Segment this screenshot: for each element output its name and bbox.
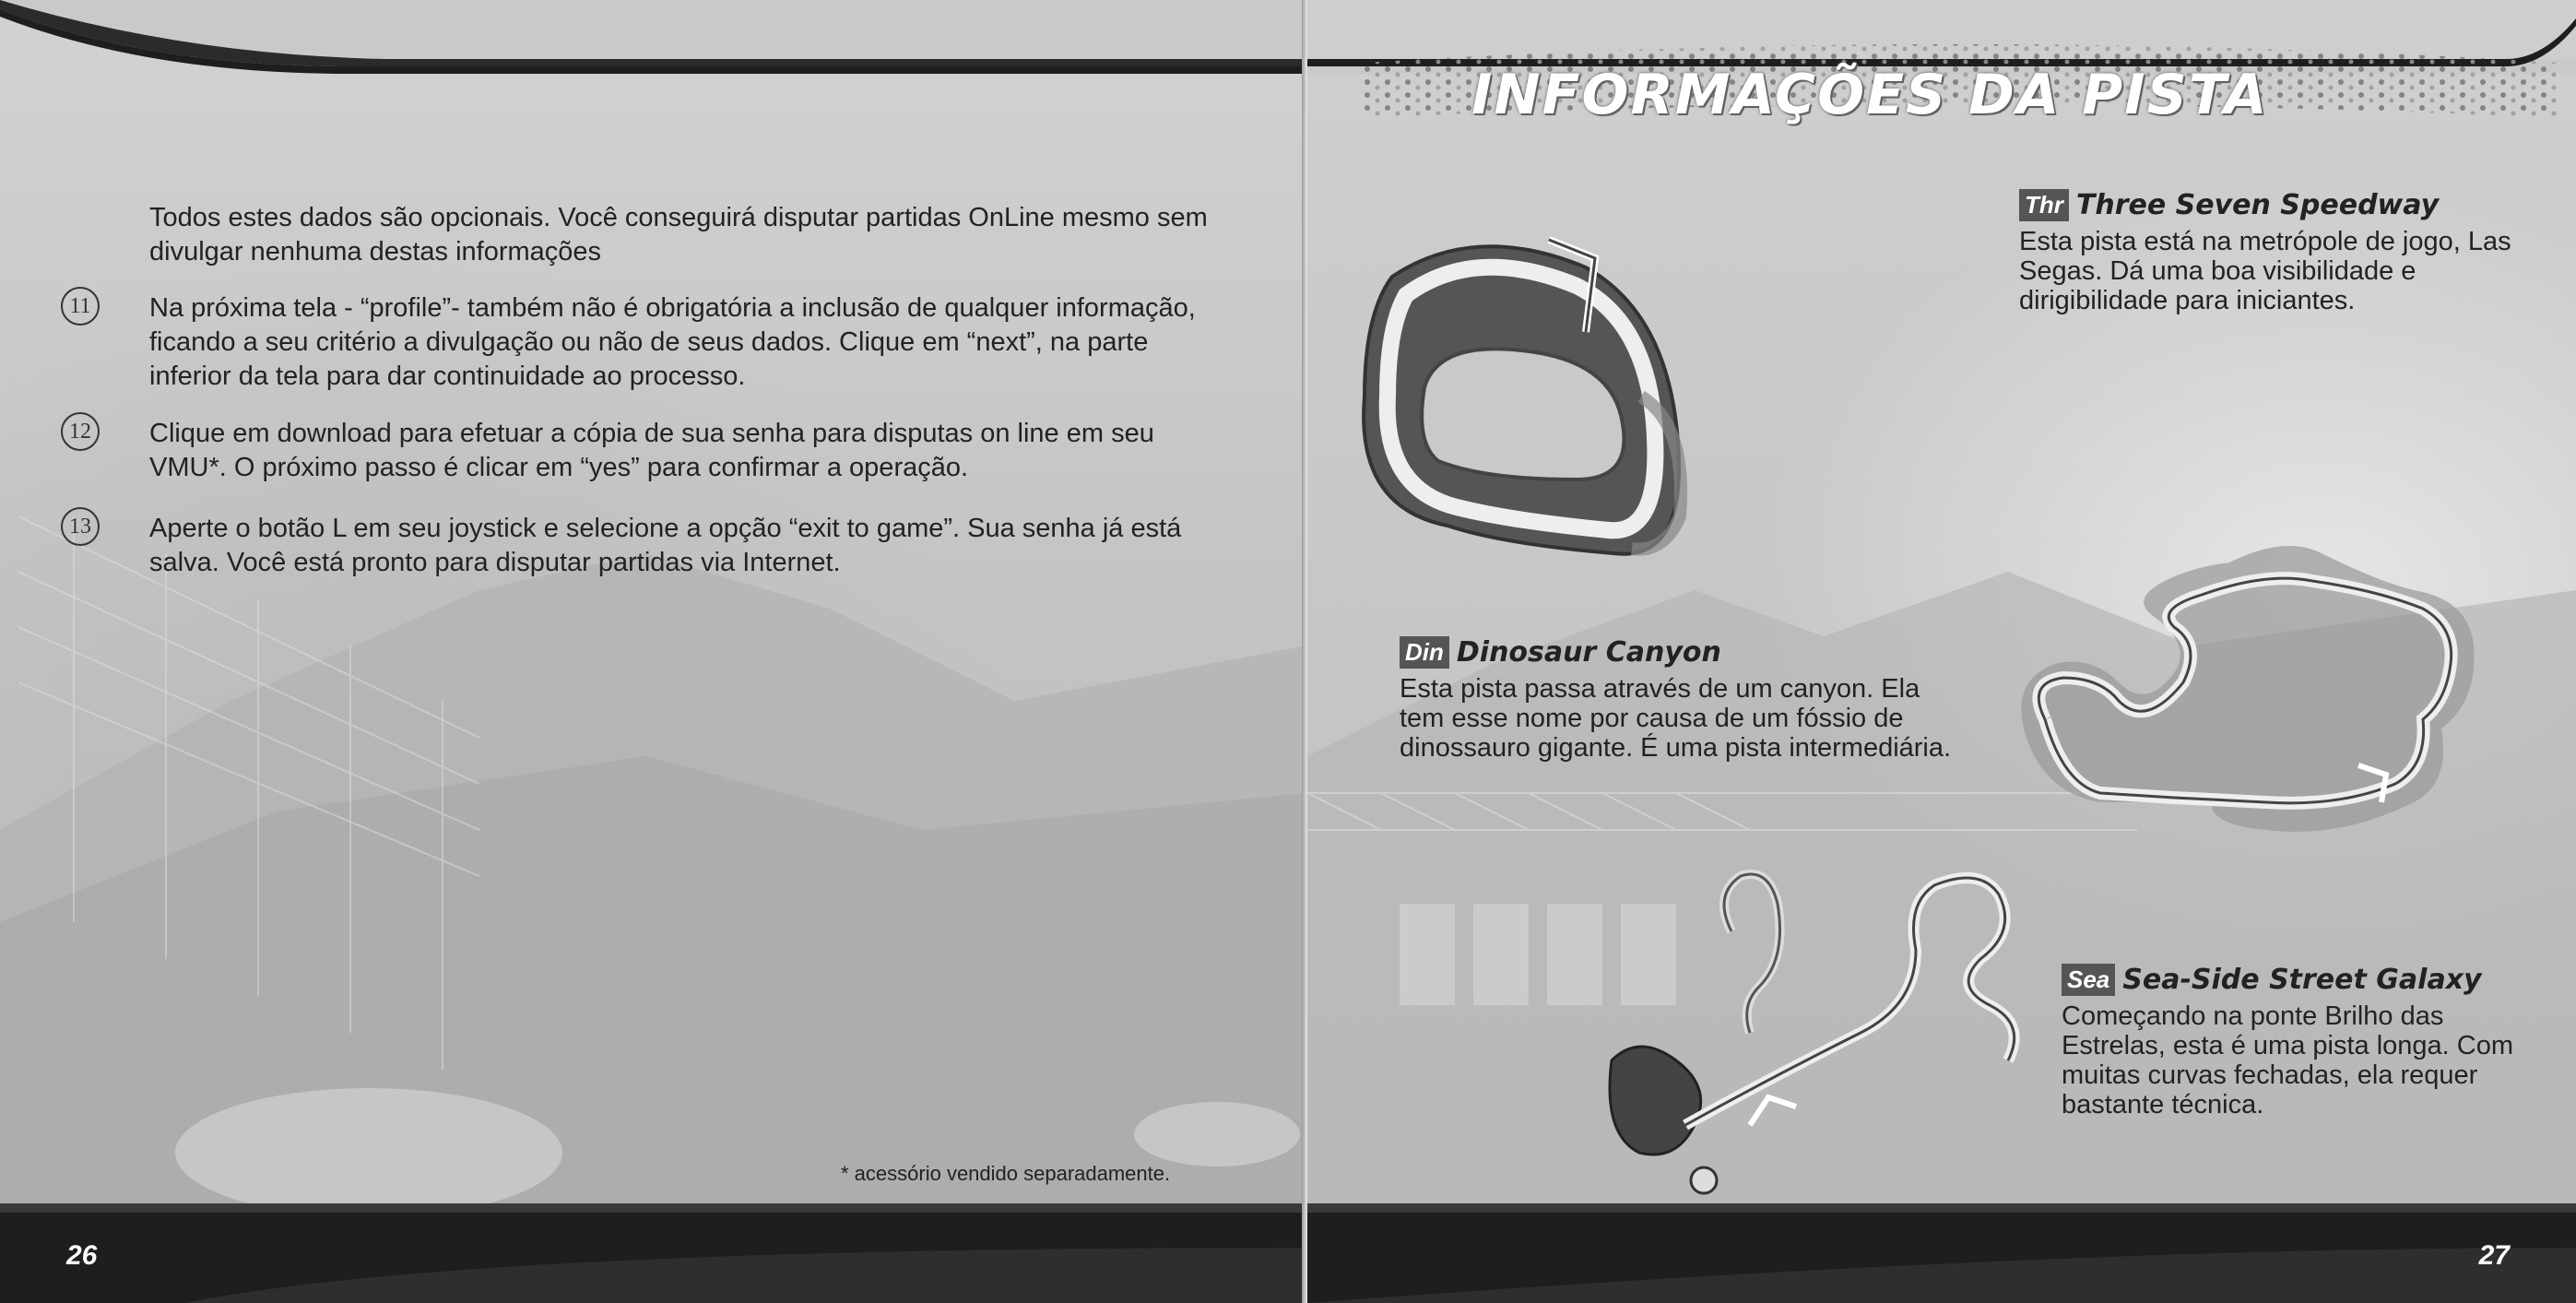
step-number-11: 11 [61, 287, 100, 326]
footnote: * acessório vendido separadamente. [841, 1162, 1171, 1185]
step-11-paragraph [149, 291, 1210, 394]
track-description: Esta pista está na metrópole de jogo, Las Segas. Dá uma boa visibilidade e dirigibilidade para iniciantes. [2019, 227, 2511, 315]
page-title: INFORMAÇÕES DA PISTA [1471, 63, 2269, 127]
page-number: 26 [66, 1240, 98, 1271]
step-11-text: Na próxima tela - “profile”- também não é obrigatória a inclusão de qualquer informação, ficando a seu critério a divulgação ou não de seus dados. Clique em “next”, na parte inferior da tela para dar continuidade ao processo. [149, 293, 1196, 391]
page-number: 27 [2478, 1240, 2510, 1271]
track-name: Three Seven Speedway [2075, 189, 2440, 221]
track-name: Dinosaur Canyon [1456, 636, 1721, 669]
bottom-swoosh-bar [0, 1192, 1307, 1303]
track-header [1400, 636, 1971, 669]
right-page [1307, 0, 2576, 1303]
step-number-13: 13 [61, 507, 100, 546]
track-header [2062, 964, 2541, 996]
track-name: Sea-Side Street Galaxy [2122, 964, 2482, 996]
step-12-text: Clique em download para efetuar a cópia de sua senha para disputas on line em seu VMU*. O próximo passo é clicar em “yes” para confirmar a operação. [149, 419, 1154, 482]
step-12-paragraph [149, 417, 1210, 485]
track-header [2019, 189, 2535, 221]
track-description: Começando na ponte Brilho das Estrelas, esta é uma pista longa. Com muitas curvas fechadas, ela requer bastante técnica. [2062, 1001, 2514, 1119]
track-sea-side-street-galaxy [2062, 964, 2541, 1119]
track-tag: Sea [2062, 964, 2115, 996]
title-banner [1363, 26, 2561, 127]
top-swoosh-bar [0, 0, 1307, 74]
track-tag: Din [1400, 636, 1449, 669]
intro-paragraph [149, 201, 1210, 269]
track-tag: Thr [2019, 189, 2069, 221]
sea-side-street-galaxy-map [1584, 848, 2063, 1217]
three-seven-speedway-map [1337, 212, 1743, 599]
track-description: Esta pista passa através de um canyon. Ela tem esse nome por causa de um fóssio de dinossauro gigante. É uma pista intermediária. [1400, 674, 1952, 763]
step-number-12: 12 [61, 412, 100, 451]
track-dinosaur-canyon [1400, 636, 1971, 763]
dinosaur-canyon-map [1990, 498, 2506, 848]
step-13-paragraph [149, 512, 1210, 580]
track-three-seven-speedway [2019, 189, 2535, 315]
step-13-text: Aperte o botão L em seu joystick e selecione a opção “exit to game”. Sua senha já está salva. Você está pronto para disputar partidas via Internet. [149, 514, 1182, 577]
intro-text: Todos estes dados são opcionais. Você conseguirá disputar partidas OnLine mesmo sem divulgar nenhuma destas informações [149, 203, 1208, 267]
